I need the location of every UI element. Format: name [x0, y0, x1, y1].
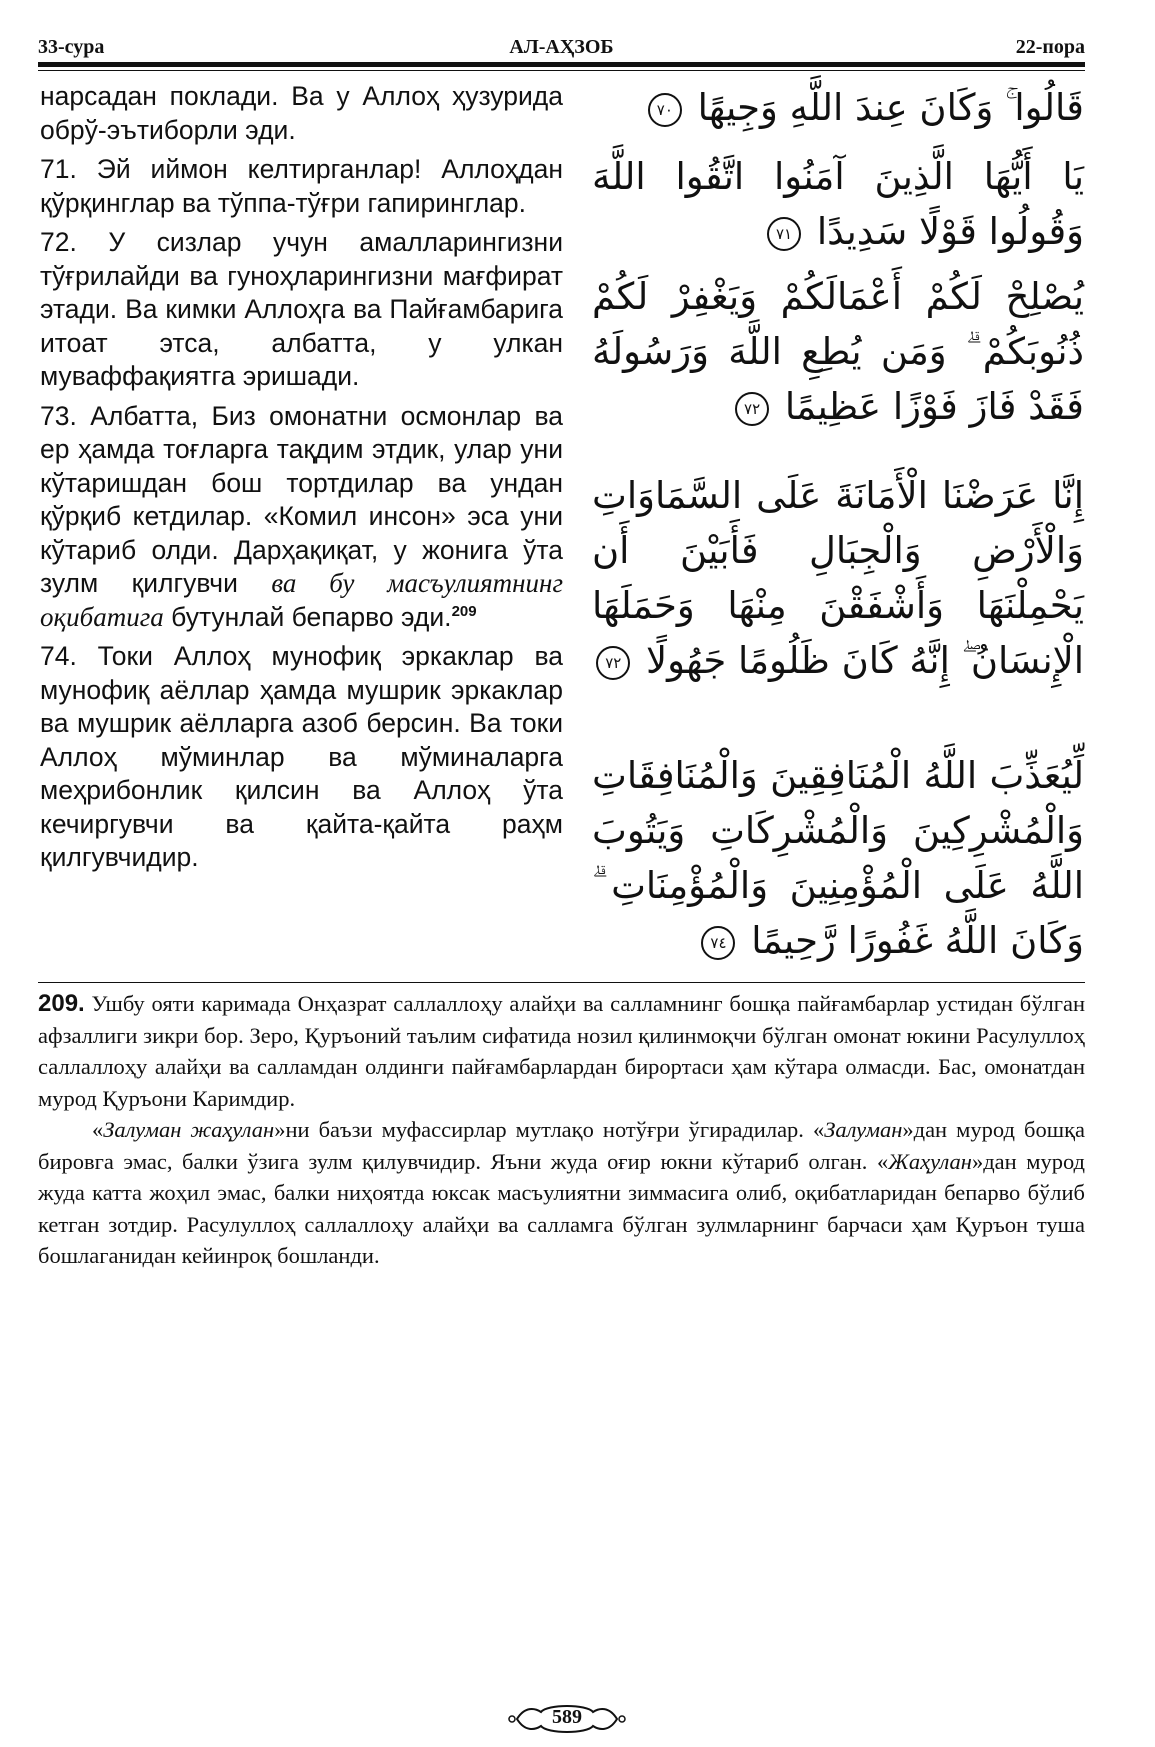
surah-number: 33-сура [38, 36, 105, 58]
verse-73-italic: ва бу масъулиятнинг оқибатига [40, 568, 563, 632]
arabic-verse-70-text: قَالُوا ۚ وَكَانَ عِندَ اللَّهِ وَجِيهًا [697, 86, 1084, 129]
verse-marker-70: ٧٠ [648, 93, 682, 127]
page-number: 589 [552, 1706, 582, 1728]
verse-73-text-end: бутунлай бепарво эди. [171, 601, 452, 632]
footnote-text-2b: »дан мурод бошқа бировга эмас, балки ўзига зулм қилувчидир. Яъни жуда оғир юкни кўтариб олган. « [38, 1117, 1085, 1174]
translation-column [40, 80, 563, 881]
arabic-verse-73 [592, 468, 1084, 688]
footnote-number: 209. [38, 990, 85, 1017]
footnote-text-1: Ушбу ояти каримада Онҳазрат саллаллоҳу алайҳи ва салламнинг бошқа пайғамбарлар устидан бўлган афзаллиги зикри бор. Зеро, Қуръоний таълим сифатида нозил қилинмоқчи бўлган омонат юкини Расулуллоҳ саллаллоҳу алайҳи ва салламдан олдинги пайғамбарлардан бирортаси ҳам кўтара олмасди. Бас, омонатдан мурод Қуръони Каримдир. [38, 991, 1085, 1111]
page-number-ornament [507, 1702, 627, 1736]
translation-verse-71: 71. Эй иймон келтирганлар! Аллоҳдан қўрқинглар ва тўппа-тўғри гапиринглар. [40, 154, 563, 218]
verse-marker-71: ٧١ [767, 217, 801, 251]
quote-open: « [92, 1117, 104, 1142]
arabic-verse-72 [592, 269, 1084, 434]
arabic-verse-71 [592, 149, 1084, 259]
footnote-paragraph-1 [38, 988, 1085, 1114]
footnote-209 [38, 988, 1085, 1272]
footnote-text-2a: »ни баъзи муфассирлар мутлақо нотўғри ўгирадилар. « [274, 1117, 825, 1142]
header-rule-thin [38, 70, 1085, 71]
term-jahulan: Жаҳулан [888, 1148, 972, 1174]
footnote-paragraph-2 [38, 1114, 1085, 1272]
footnote-text-2c: »дан мурод жуда катта жоҳил эмас, балки ниҳоятда юксак масъулиятни зиммасига олиб, оқибатларидан бепарво бўлиб кетган зотдир. Расулуллоҳ саллаллоҳу алайҳи ва салламга бўлган зулмларнинг барчаси ҳам Қуръон туша бошлаганидан кейинроқ бошланди. [38, 1148, 1086, 1268]
header-rule-thick [38, 62, 1085, 67]
translation-verse-74: 74. Токи Аллоҳ мунофиқ эркаклар ва мунофиқ аёллар ҳамда мушрик эркаклар ва мушрик аёлларга азоб берсин. Ва токи Аллоҳ мўминлар ва мўминаларга меҳрибонлик қилсин ва Аллоҳ ўта кечиргувчи ва қайта-қайта раҳм қилгувчидир. [40, 641, 563, 872]
verse-marker-73: ٧٢ [596, 646, 630, 680]
translation-verse-73 [40, 400, 563, 635]
footnote-rule [38, 982, 1085, 983]
term-zaluman-jahulan: Залуман жаҳулан [103, 1117, 275, 1142]
arabic-column [592, 80, 1084, 968]
footnote-ref-209[interactable]: 209 [451, 602, 477, 620]
verse-73-text: 73. Албатта, Биз омонатни осмонлар ва ер ҳамда тоғларга тақдим этдик, улар уни кўтаришдан бош тортдилар ва ундан қўрқиб кетдилар. «Комил инсон» эса уни кўтариб олди. Дарҳақиқат, у жонига ўта зулм қилгувчи [40, 400, 563, 598]
arabic-verse-73-text: إِنَّا عَرَضْنَا الْأَمَانَةَ عَلَى السَّمَاوَاتِ وَالْأَرْضِ وَالْجِبَالِ فَأَبَيْنَ أَن يَحْمِلْنَهَا وَأَشْفَقْنَ مِنْهَا وَحَمَلَهَا الْإِنسَانُ ۖ إِنَّهُ كَانَ ظَلُومًا جَهُولًا [592, 474, 1084, 682]
arabic-verse-74-text: لِّيُعَذِّبَ اللَّهُ الْمُنَافِقِينَ وَالْمُنَافِقَاتِ وَالْمُشْرِكِينَ وَالْمُشْرِكَاتِ وَيَتُوبَ اللَّهُ عَلَى الْمُؤْمِنِينَ وَالْمُؤْمِنَاتِ ۗ وَكَانَ اللَّهُ غَفُورًا رَّحِيمًا [592, 754, 1084, 962]
surah-title: АЛ-АҲЗОБ [509, 36, 614, 58]
arabic-verse-71-text: يَا أَيُّهَا الَّذِينَ آمَنُوا اتَّقُوا اللَّهَ وَقُولُوا قَوْلًا سَدِيدًا [592, 155, 1084, 253]
arabic-verse-74 [592, 748, 1084, 968]
arabic-verse-72-text: يُصْلِحْ لَكُمْ أَعْمَالَكُمْ وَيَغْفِرْ لَكُمْ ذُنُوبَكُمْ ۗ وَمَن يُطِعِ اللَّهَ وَرَسُولَهُ فَقَدْ فَازَ فَوْزًا عَظِيمًا [592, 275, 1084, 428]
translation-verse-70-end: нарсадан поклади. Ва у Аллоҳ ҳузурида обрў-эътиборли эди. [40, 81, 563, 145]
verse-marker-74: ٧٤ [701, 926, 735, 960]
verse-marker-72: ٧٢ [735, 392, 769, 426]
translation-verse-72: 72. У сизлар учун амалларингизни тўғрилайди ва гуноҳларингизни мағфират этади. Ва кимки Аллоҳга ва Пайғамбарига итоат этса, албатта, у улкан муваффақиятга эришади. [40, 227, 563, 391]
juz-number: 22-пора [1015, 36, 1085, 58]
term-zaluman: Залуман [824, 1117, 903, 1142]
arabic-verse-70 [592, 80, 1084, 135]
